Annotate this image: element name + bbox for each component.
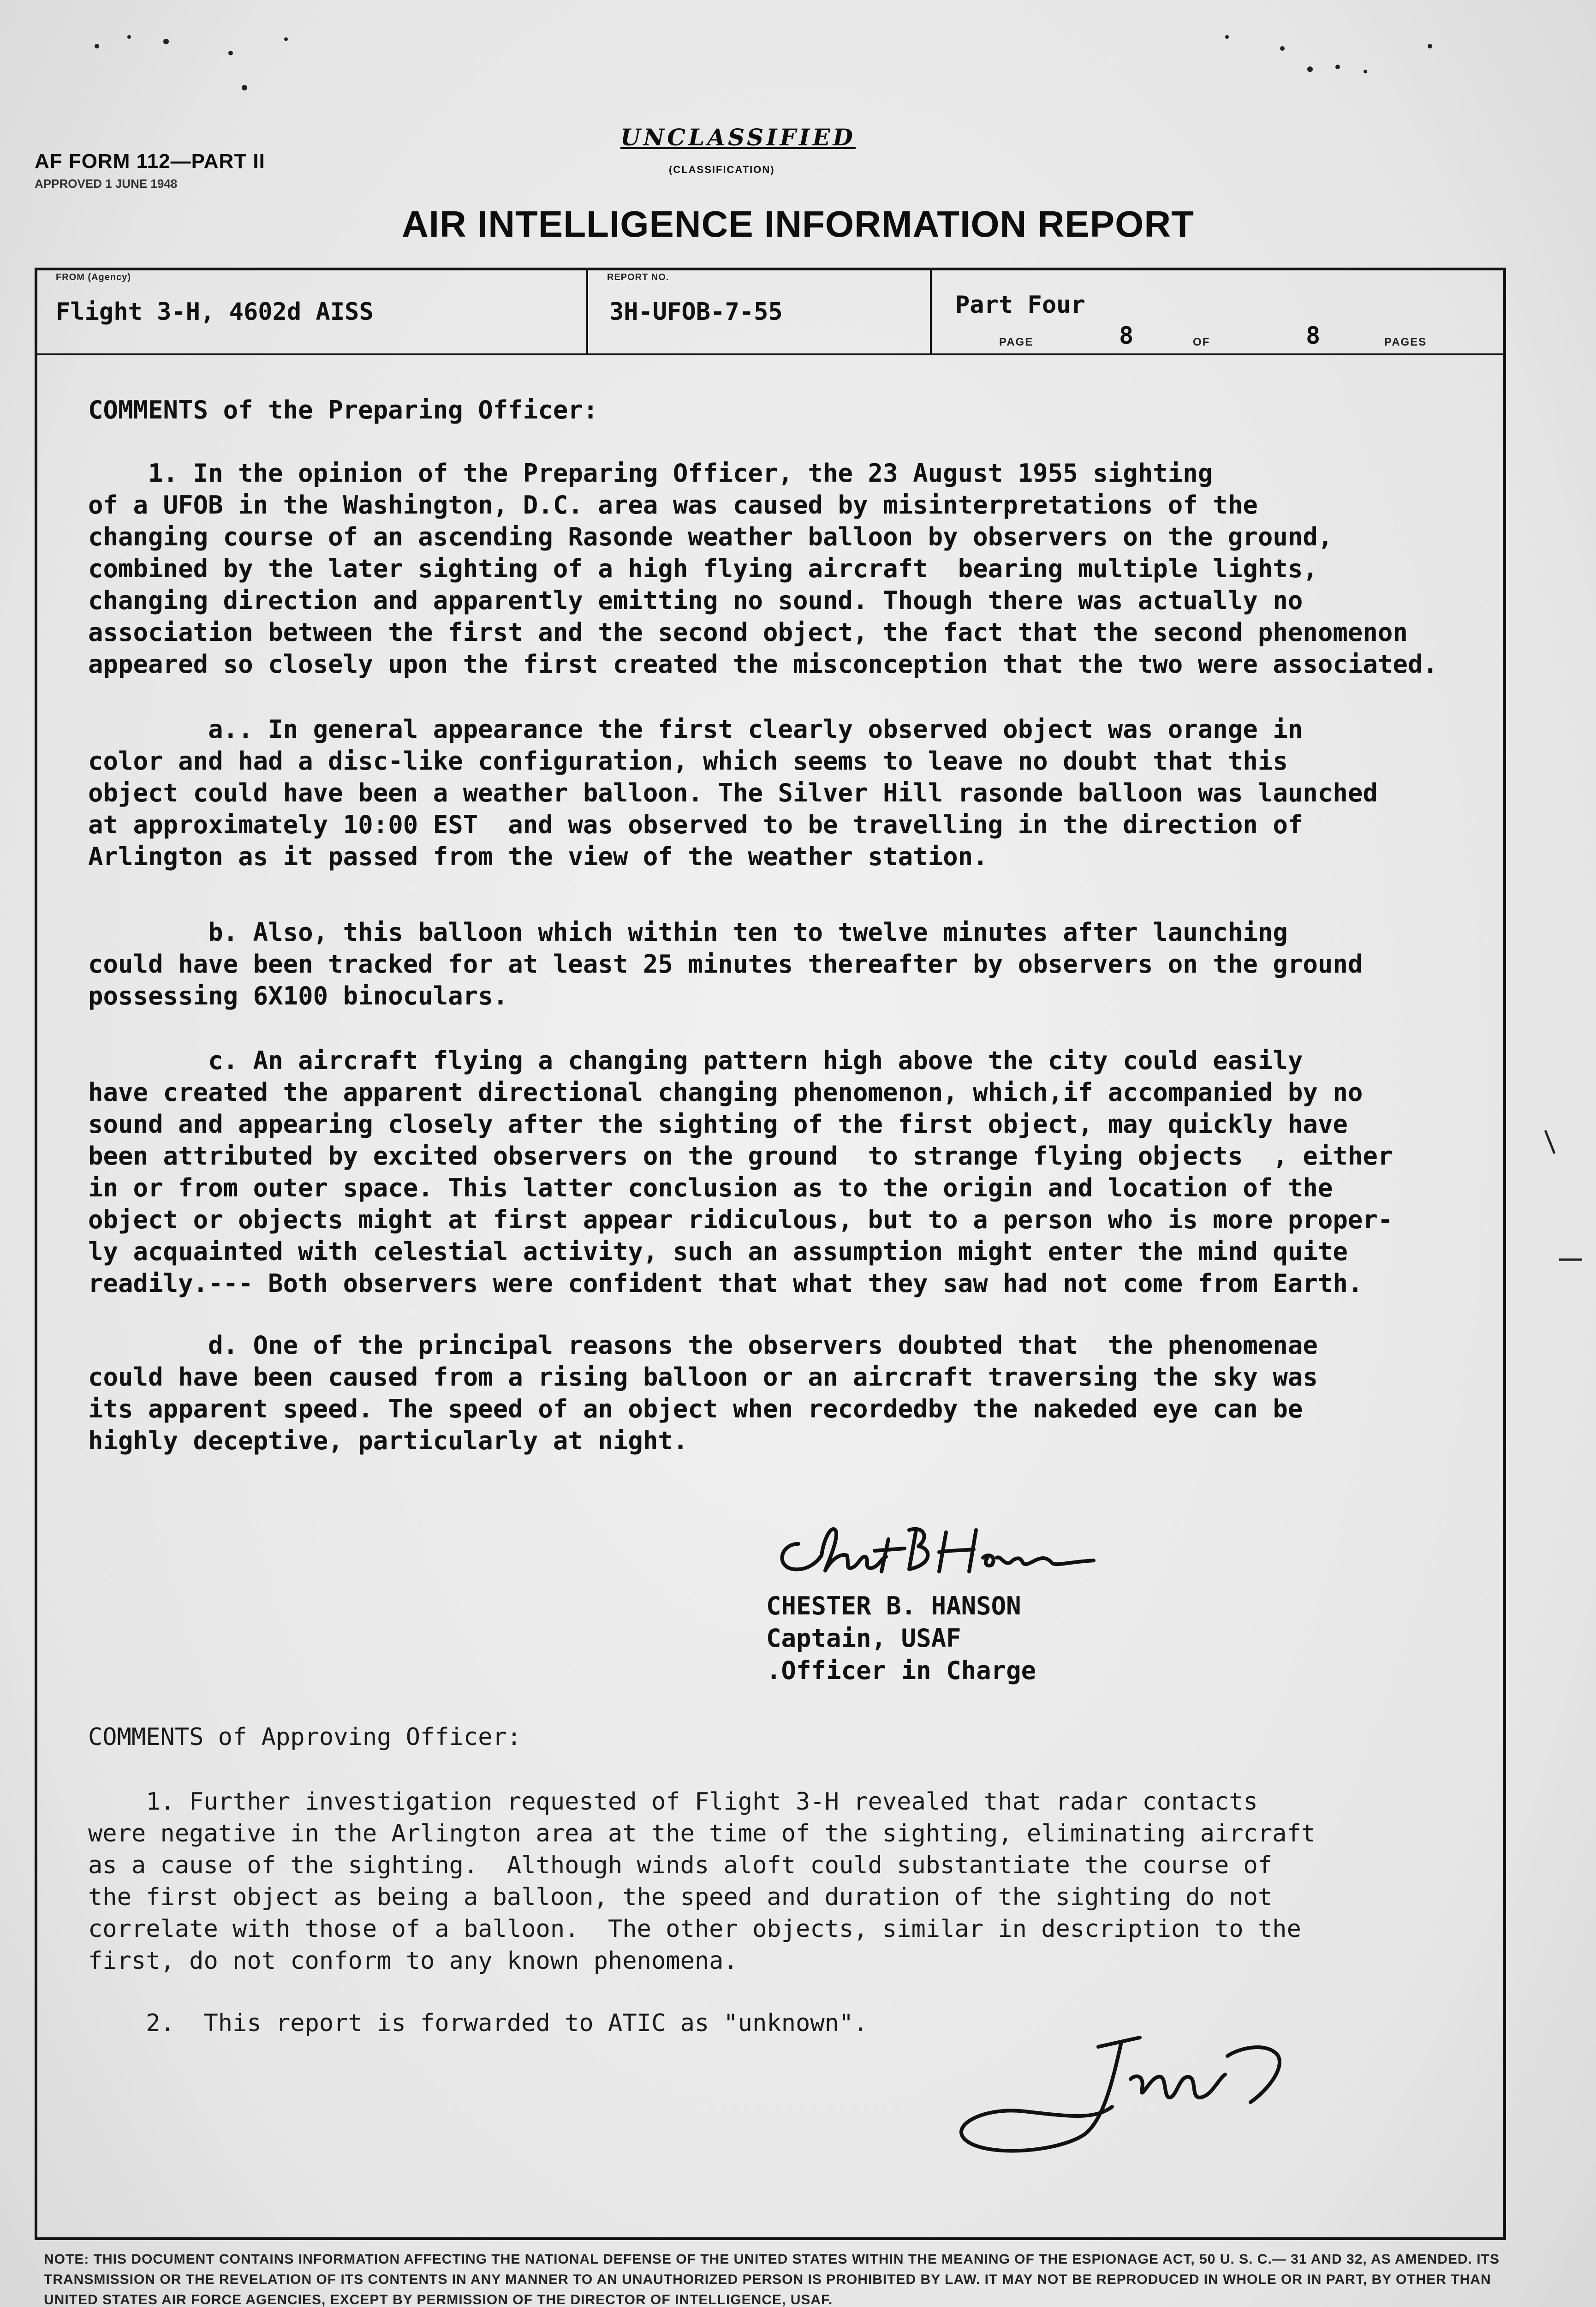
preparing-paragraph-a: a.. In general appearance the first clearly observed object was orange in color and had a disc-like configuration, which seems to leave no doubt that this object could have been a weather balloon. The Silver Hill rasonde balloon was launched at approximately 10:00 EST and was observed to be travelling in the direction of Arlington as it passed from the view of the weather station. <box>88 715 1378 871</box>
from-value: Flight 3-H, 4602d AISS <box>56 298 374 326</box>
preparing-paragraph-c: c. An aircraft flying a changing pattern high above the city could easily have created the apparent directional changing phenomenon, which,if accompanied by no sound and appearing closely after the sighting of the first object, may quickly have been attributed by excited observers on the ground to strange flying objects , either in or from outer space. This latter conclusion as to the origin and location of the object or objects might at first appear ridiculous, but to a person who is more proper- ly acquainted with celestial activity, such an assumption might enter the mind quite readily.--- Both observers were confident that what they saw had not come from Earth. <box>88 1046 1393 1298</box>
report-no-label: REPORT NO. <box>607 272 669 282</box>
handwritten-initials <box>946 2028 1297 2167</box>
approving-paragraph-2: 2. This report is forwarded to ATIC as "unknown". <box>88 2009 868 2037</box>
page-label: PAGE <box>999 336 1034 348</box>
scan-specks <box>92 28 1522 106</box>
signer-rank: Captain, USAF <box>766 1624 961 1653</box>
page-value: 8 <box>1119 322 1134 350</box>
approving-initials <box>946 2028 1297 2169</box>
handwritten-signature <box>771 1512 1177 1590</box>
report-title: AIR INTELLIGENCE INFORMATION REPORT <box>402 203 1194 245</box>
from-label: FROM (Agency) <box>56 272 131 282</box>
pages-label: PAGES <box>1384 336 1427 348</box>
header-col-divider-2 <box>930 270 932 353</box>
preparing-paragraph-b: b. Also, this balloon which within ten to twelve minutes after launching could have been tracked for at least 25 minutes thereafter by observers on the ground possessing 6X100 binoculars. <box>88 918 1363 1010</box>
preparing-paragraph-d: d. One of the principal reasons the observers doubted that the phenomenae could have been caused from a rising balloon or an aircraft traversing the sky was its apparent speed. The speed of an object when recordedby the nakeded eye can be highly deceptive, particularly at night. <box>88 1331 1318 1455</box>
approving-paragraph-1: 1. Further investigation requested of Flight 3-H revealed that radar contacts were negative in the Arlington area at the time of the sighting, eliminating aircraft as a cause of the sighting. Although winds aloft could substantiate the course of the first object as being a balloon, the speed and duration of the sighting do not correlate with those of a balloon. The other objects, similar in description to the first, do not conform to any known phenomena. <box>88 1788 1316 1975</box>
classification-caption-top: (CLASSIFICATION) <box>669 164 775 175</box>
preparing-signature <box>771 1512 1177 1592</box>
speck-marks <box>92 28 1522 102</box>
report-no-value: 3H-UFOB-7-55 <box>609 298 783 326</box>
security-notice: NOTE: THIS DOCUMENT CONTAINS INFORMATION AFFECTING THE NATIONAL DEFENSE OF THE UNITED STATES WITHIN THE MEANING OF THE ESPIONAGE ACT, 50 U. S. C.— 31 AND 32, AS AMENDED. ITS TRANSMISSION OR THE REVELATION OF ITS CONTENTS IN ANY MANNER TO AN UNAUTHORIZED PERSON IS PROHIBITED BY LAW. IT MAY NOT BE REPRODUCED IN WHOLE OR IN PART, BY OTHER THAN UNITED STATES AIR FORCE AGENCIES, EXCEPT BY PERMISSION OF THE DIRECTOR OF INTELLIGENCE, USAF. <box>44 2252 1500 2307</box>
margin-tick-marks <box>1536 1126 1587 1310</box>
of-value: 8 <box>1306 322 1321 350</box>
header-row-divider <box>37 353 1503 355</box>
signer-role: .Officer in Charge <box>766 1656 1036 1685</box>
signer-name: CHESTER B. HANSON <box>766 1591 1021 1620</box>
margin-marks <box>1536 1126 1587 1313</box>
form-number: AF FORM 112—PART II <box>35 150 265 173</box>
classification-top: UNCLASSIFIED <box>620 124 856 151</box>
header-col-divider-1 <box>586 270 588 353</box>
preparing-paragraph-1: 1. In the opinion of the Preparing Officer, the 23 August 1955 sighting of a UFOB in the Washington, D.C. area was caused by misinterpretations of the changing course of an ascending Rasonde weather balloon by observers on the ground, combined by the later sighting of a high flying aircraft bearing multiple lights, changing direction and apparently emitting no sound. Though there was actually no association between the first and the second object, the fact that the second phenomenon appeared so closely upon the first created the misconception that the two were associated. <box>88 459 1438 679</box>
of-label: OF <box>1193 336 1210 348</box>
report-frame <box>35 268 1506 2240</box>
part-value: Part Four <box>955 291 1085 319</box>
form-approved-date: APPROVED 1 JUNE 1948 <box>35 177 178 191</box>
preparing-heading: COMMENTS of the Preparing Officer: <box>88 395 598 424</box>
approving-heading: COMMENTS of Approving Officer: <box>88 1723 522 1751</box>
